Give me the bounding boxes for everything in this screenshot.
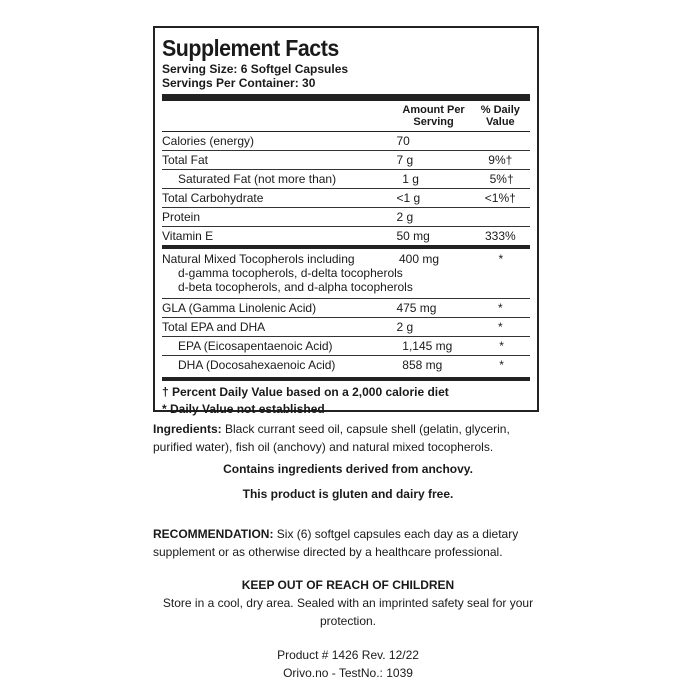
table-row — [162, 170, 530, 189]
table-row — [162, 318, 530, 337]
nutrient-name: Total Carbohydrate — [162, 191, 264, 205]
table-row — [162, 337, 530, 356]
nutrient-name: EPA (Eicosapentaenoic Acid) — [178, 339, 333, 353]
ingredients-text: Ingredients: Black currant seed oil, capsule shell (gelatin, glycerin, purified water), fish oil (anchovy) and natural mixed tocopherols. — [153, 422, 510, 454]
amount-cell: 2 g — [396, 320, 414, 334]
table-row — [162, 189, 530, 208]
servings-per-container: Servings Per Container: 30 — [162, 76, 316, 90]
dv-cell: 5%† — [489, 172, 514, 186]
nutrient-name: Calories (energy) — [162, 134, 255, 148]
amount-cell: 50 mg — [396, 229, 430, 243]
table-row — [162, 227, 530, 245]
amount-cell: 70 — [396, 134, 410, 148]
allergen-statement: Contains ingredients derived from anchovy. — [223, 462, 473, 476]
recommendation-text: RECOMMENDATION: Six (6) softgel capsules each day as a dietary supplement or as otherwise directed by a healthcare professional. — [153, 527, 519, 559]
footnote-dv-not-established: * Daily Value not established — [162, 402, 325, 416]
test-number: Orivo.no - TestNo.: 1039 — [283, 666, 413, 680]
ingredient-rows — [162, 299, 530, 374]
dv-header: % Daily Value — [480, 104, 520, 128]
amount-cell: 2 g — [396, 210, 414, 224]
product-number: Product # 1426 Rev. 12/22 — [277, 648, 419, 662]
nutrient-name: Vitamin E — [162, 229, 214, 243]
tocopherols-name: Natural Mixed Tocopherols including d-gamma tocopherols, d-delta tocopherols d-beta tocopherols, and d-alpha tocopherols — [162, 252, 413, 294]
table-row — [162, 208, 530, 227]
dv-cell: <1%† — [484, 191, 516, 205]
dv-cell — [471, 208, 530, 226]
nutrient-name: DHA (Docosahexaenoic Acid) — [178, 358, 336, 372]
table-row — [162, 151, 530, 170]
storage-text: Store in a cool, dry area. Sealed with an imprinted safety seal for your protection. — [162, 596, 534, 628]
dv-cell: * — [499, 358, 504, 372]
panel-title: Supplement Facts — [162, 35, 339, 61]
serving-size: Serving Size: 6 Softgel Capsules — [162, 62, 349, 76]
gluten-statement: This product is gluten and dairy free. — [242, 487, 454, 501]
dv-cell: * — [499, 339, 504, 353]
amount-cell: 400 mg — [399, 252, 440, 266]
amount-cell: <1 g — [396, 191, 421, 205]
nutrient-rows — [162, 132, 530, 245]
nutrient-name: Protein — [162, 210, 201, 224]
dv-cell: * — [498, 252, 504, 266]
amount-header: Amount Per Serving — [402, 104, 465, 128]
nutrient-name: Saturated Fat (not more than) — [178, 172, 337, 186]
table-row — [162, 299, 530, 318]
nutrient-name: Total Fat — [162, 153, 209, 167]
dv-cell: * — [497, 320, 503, 334]
table-header — [162, 101, 530, 132]
amount-cell: 475 mg — [396, 301, 437, 315]
dv-cell: 333% — [484, 229, 516, 243]
thick-divider — [162, 94, 530, 101]
amount-cell: 7 g — [396, 153, 414, 167]
dv-cell — [471, 132, 530, 150]
amount-cell: 858 mg — [402, 358, 443, 372]
amount-cell: 1 g — [402, 172, 419, 186]
amount-cell: 1,145 mg — [402, 339, 453, 353]
dv-cell: 9%† — [488, 153, 513, 167]
table-row — [162, 249, 530, 299]
footnote-percent-dv: † Percent Daily Value based on a 2,000 calorie diet — [162, 385, 449, 399]
supplement-facts-panel — [153, 26, 539, 416]
warning-heading: KEEP OUT OF REACH OF CHILDREN — [241, 578, 455, 592]
table-row — [162, 356, 530, 374]
thick-divider — [162, 377, 530, 381]
nutrient-name: GLA (Gamma Linolenic Acid) — [162, 301, 317, 315]
nutrient-name: Total EPA and DHA — [162, 320, 266, 334]
dv-cell: * — [497, 301, 503, 315]
table-row — [162, 132, 530, 151]
